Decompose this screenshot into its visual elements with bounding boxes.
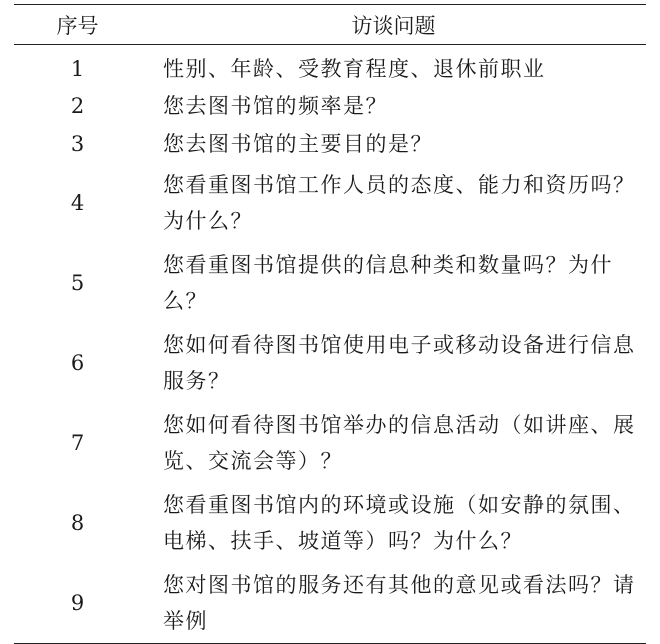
- row-question: 您对图书馆的服务还有其他的意见或看法吗？请举例: [163, 573, 636, 633]
- row-question: 性别、年龄、受教育程度、退休前职业: [163, 57, 546, 81]
- header-number: 序号: [56, 13, 99, 38]
- row-question: 您看重图书馆提供的信息种类和数量吗？为什么？: [163, 253, 613, 313]
- table-row: [14, 403, 646, 483]
- row-question: 您去图书馆的频率是？: [163, 94, 388, 118]
- row-number: 6: [70, 351, 85, 375]
- row-question: 您看重图书馆工作人员的态度、能力和资历吗？为什么？: [163, 173, 636, 233]
- row-number: 7: [70, 431, 85, 455]
- row-question: 您去图书馆的主要目的是？: [163, 132, 433, 156]
- row-question: 您如何看待图书馆举办的信息活动（如讲座、展览、交流会等）？: [163, 413, 636, 473]
- table-body: [14, 45, 646, 644]
- row-question: 您看重图书馆内的环境或设施（如安静的氛围、电梯、扶手、坡道等）吗？为什么？: [163, 493, 636, 553]
- table-row: [14, 243, 646, 323]
- table-header-row: [14, 5, 646, 45]
- table-row: [14, 483, 646, 563]
- row-number: 8: [70, 511, 85, 535]
- row-number: 9: [70, 591, 85, 615]
- table-row: [14, 87, 646, 125]
- table-header: [14, 5, 646, 45]
- interview-questions-table-container: [14, 4, 646, 644]
- table-row: [14, 563, 646, 644]
- table-row: [14, 125, 646, 163]
- row-number: 1: [70, 57, 85, 81]
- row-question: 您如何看待图书馆使用电子或移动设备进行信息服务？: [163, 333, 636, 393]
- row-number: 4: [70, 191, 85, 215]
- table-row: [14, 323, 646, 403]
- row-number: 3: [70, 132, 85, 156]
- row-number: 2: [70, 94, 85, 118]
- table-row: [14, 163, 646, 243]
- interview-questions-table: [14, 4, 646, 644]
- table-row: [14, 45, 646, 88]
- row-number: 5: [70, 271, 85, 295]
- header-question: 访谈问题: [351, 13, 436, 38]
